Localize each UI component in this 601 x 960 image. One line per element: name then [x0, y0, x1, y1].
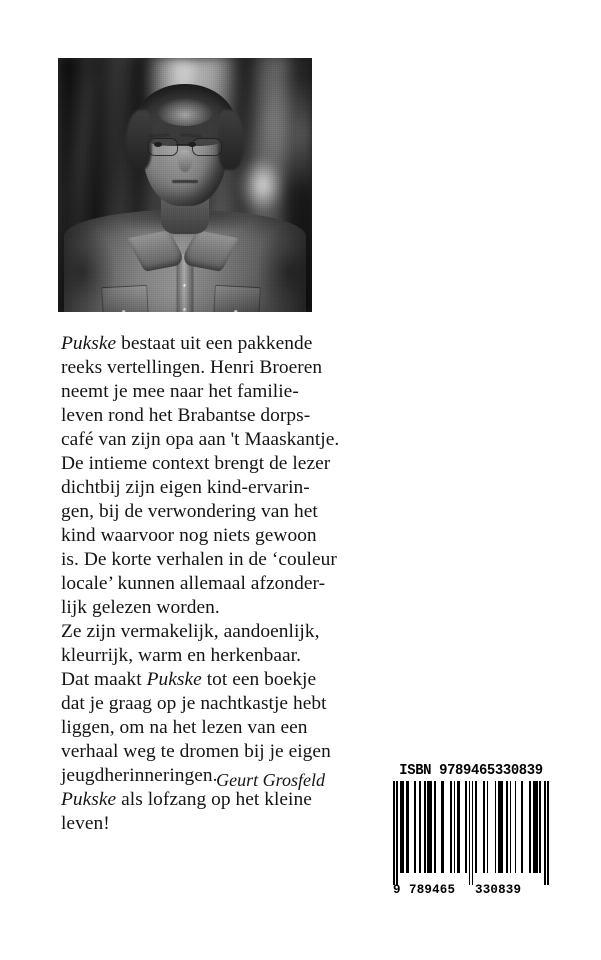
barcode-bar: [400, 781, 405, 873]
blurb-line: is. De korte verhalen in de ‘couleur: [61, 549, 337, 570]
blurb-line-text: als lofzang op het kleine: [116, 789, 312, 810]
blurb-line-text: tot een boekje: [201, 669, 317, 690]
blurb-line-text: bestaat uit een pakkende: [116, 333, 313, 354]
barcode-bar: [521, 781, 523, 873]
barcode-bar: [547, 781, 549, 885]
author-photo: [58, 58, 312, 312]
barcode-bar: [393, 781, 395, 885]
blurb-line: De intieme context brengt de lezer: [61, 453, 331, 474]
blurb-line: neemt je mee naar het familie-: [61, 381, 299, 402]
barcode-bar: [406, 781, 409, 873]
blurb-line: [61, 788, 361, 812]
blurb-line: Ze zijn vermakelijk, aandoenlijk,: [61, 621, 320, 642]
blurb-line: locale’ kunnen allemaal afzonder-: [61, 573, 326, 594]
barcode-bar: [424, 781, 426, 873]
blurb-line: reeks vertellingen. Henri Broeren: [61, 357, 323, 378]
isbn-barcode: [393, 763, 549, 899]
blurb-line: leven!: [61, 813, 110, 834]
book-title-mention: Pukske: [146, 669, 202, 690]
barcode-bar: [465, 781, 467, 873]
barcode-bar: [457, 781, 460, 873]
book-title-mention: Pukske: [61, 333, 117, 354]
blurb-line-text: Dat maakt: [61, 669, 147, 690]
barcode-bar: [506, 781, 508, 873]
barcode-bar: [475, 781, 477, 873]
back-cover-blurb: [61, 332, 361, 836]
book-title-mention: Pukske: [61, 789, 117, 810]
barcode-digits-left: 789465: [409, 883, 456, 897]
barcode-bar: [472, 781, 474, 885]
barcode-bar: [454, 781, 456, 873]
barcode-bar: [529, 781, 531, 873]
barcode-bar: [510, 781, 512, 873]
blurb-line: dichtbij zijn eigen kind-ervarin-: [61, 477, 310, 498]
barcode-bar: [427, 781, 432, 873]
blurb-line: kind waarvoor nog niets gewoon: [61, 525, 317, 546]
barcode-bar: [533, 781, 538, 873]
barcode-bar: [450, 781, 452, 873]
barcode-bar: [441, 781, 444, 873]
blurb-line: verhaal weg te dromen bij je eigen: [61, 741, 331, 762]
barcode-bar: [487, 781, 489, 873]
blurb-line: jeugdherinneringen.: [61, 765, 218, 786]
blurb-line: [61, 332, 361, 356]
barcode-bar: [515, 781, 517, 873]
blurb-line: gen, bij de verwondering van het: [61, 501, 318, 522]
barcode-bar: [539, 781, 541, 873]
barcode-digit-lead: 9: [393, 883, 401, 897]
barcode-bar: [498, 781, 503, 873]
barcode-bar: [396, 781, 398, 885]
barcode-bar: [483, 781, 485, 873]
blurb-line: dat je graag op je nachtkastje hebt: [61, 693, 327, 714]
blurb-line: kleurrijk, warm en herkenbaar.: [61, 645, 302, 666]
barcode-digits: [393, 885, 549, 899]
blurb-line: café van zijn opa aan 't Maaskantje.: [61, 429, 340, 450]
barcode-bar: [495, 781, 497, 873]
barcode-bar: [544, 781, 546, 885]
blurb-author-signature: Geurt Grosfeld: [216, 770, 325, 790]
photo-grain: [58, 58, 312, 312]
blurb-line: liggen, om na het lezen van een: [61, 717, 308, 738]
isbn-label: ISBN 9789465330839: [399, 763, 543, 779]
author-photo-image: [58, 58, 312, 312]
barcode-bar: [414, 781, 416, 873]
blurb-line: [61, 668, 361, 692]
blurb-line: lijk gelezen worden.: [61, 597, 220, 618]
barcode-bar: [434, 781, 436, 873]
blurb-line: leven rond het Brabantse dorps-: [61, 405, 311, 426]
barcode-bar: [469, 781, 471, 885]
barcode-digits-right: 330839: [475, 883, 522, 897]
barcode-bars: [393, 781, 549, 885]
barcode-bar: [419, 781, 421, 873]
